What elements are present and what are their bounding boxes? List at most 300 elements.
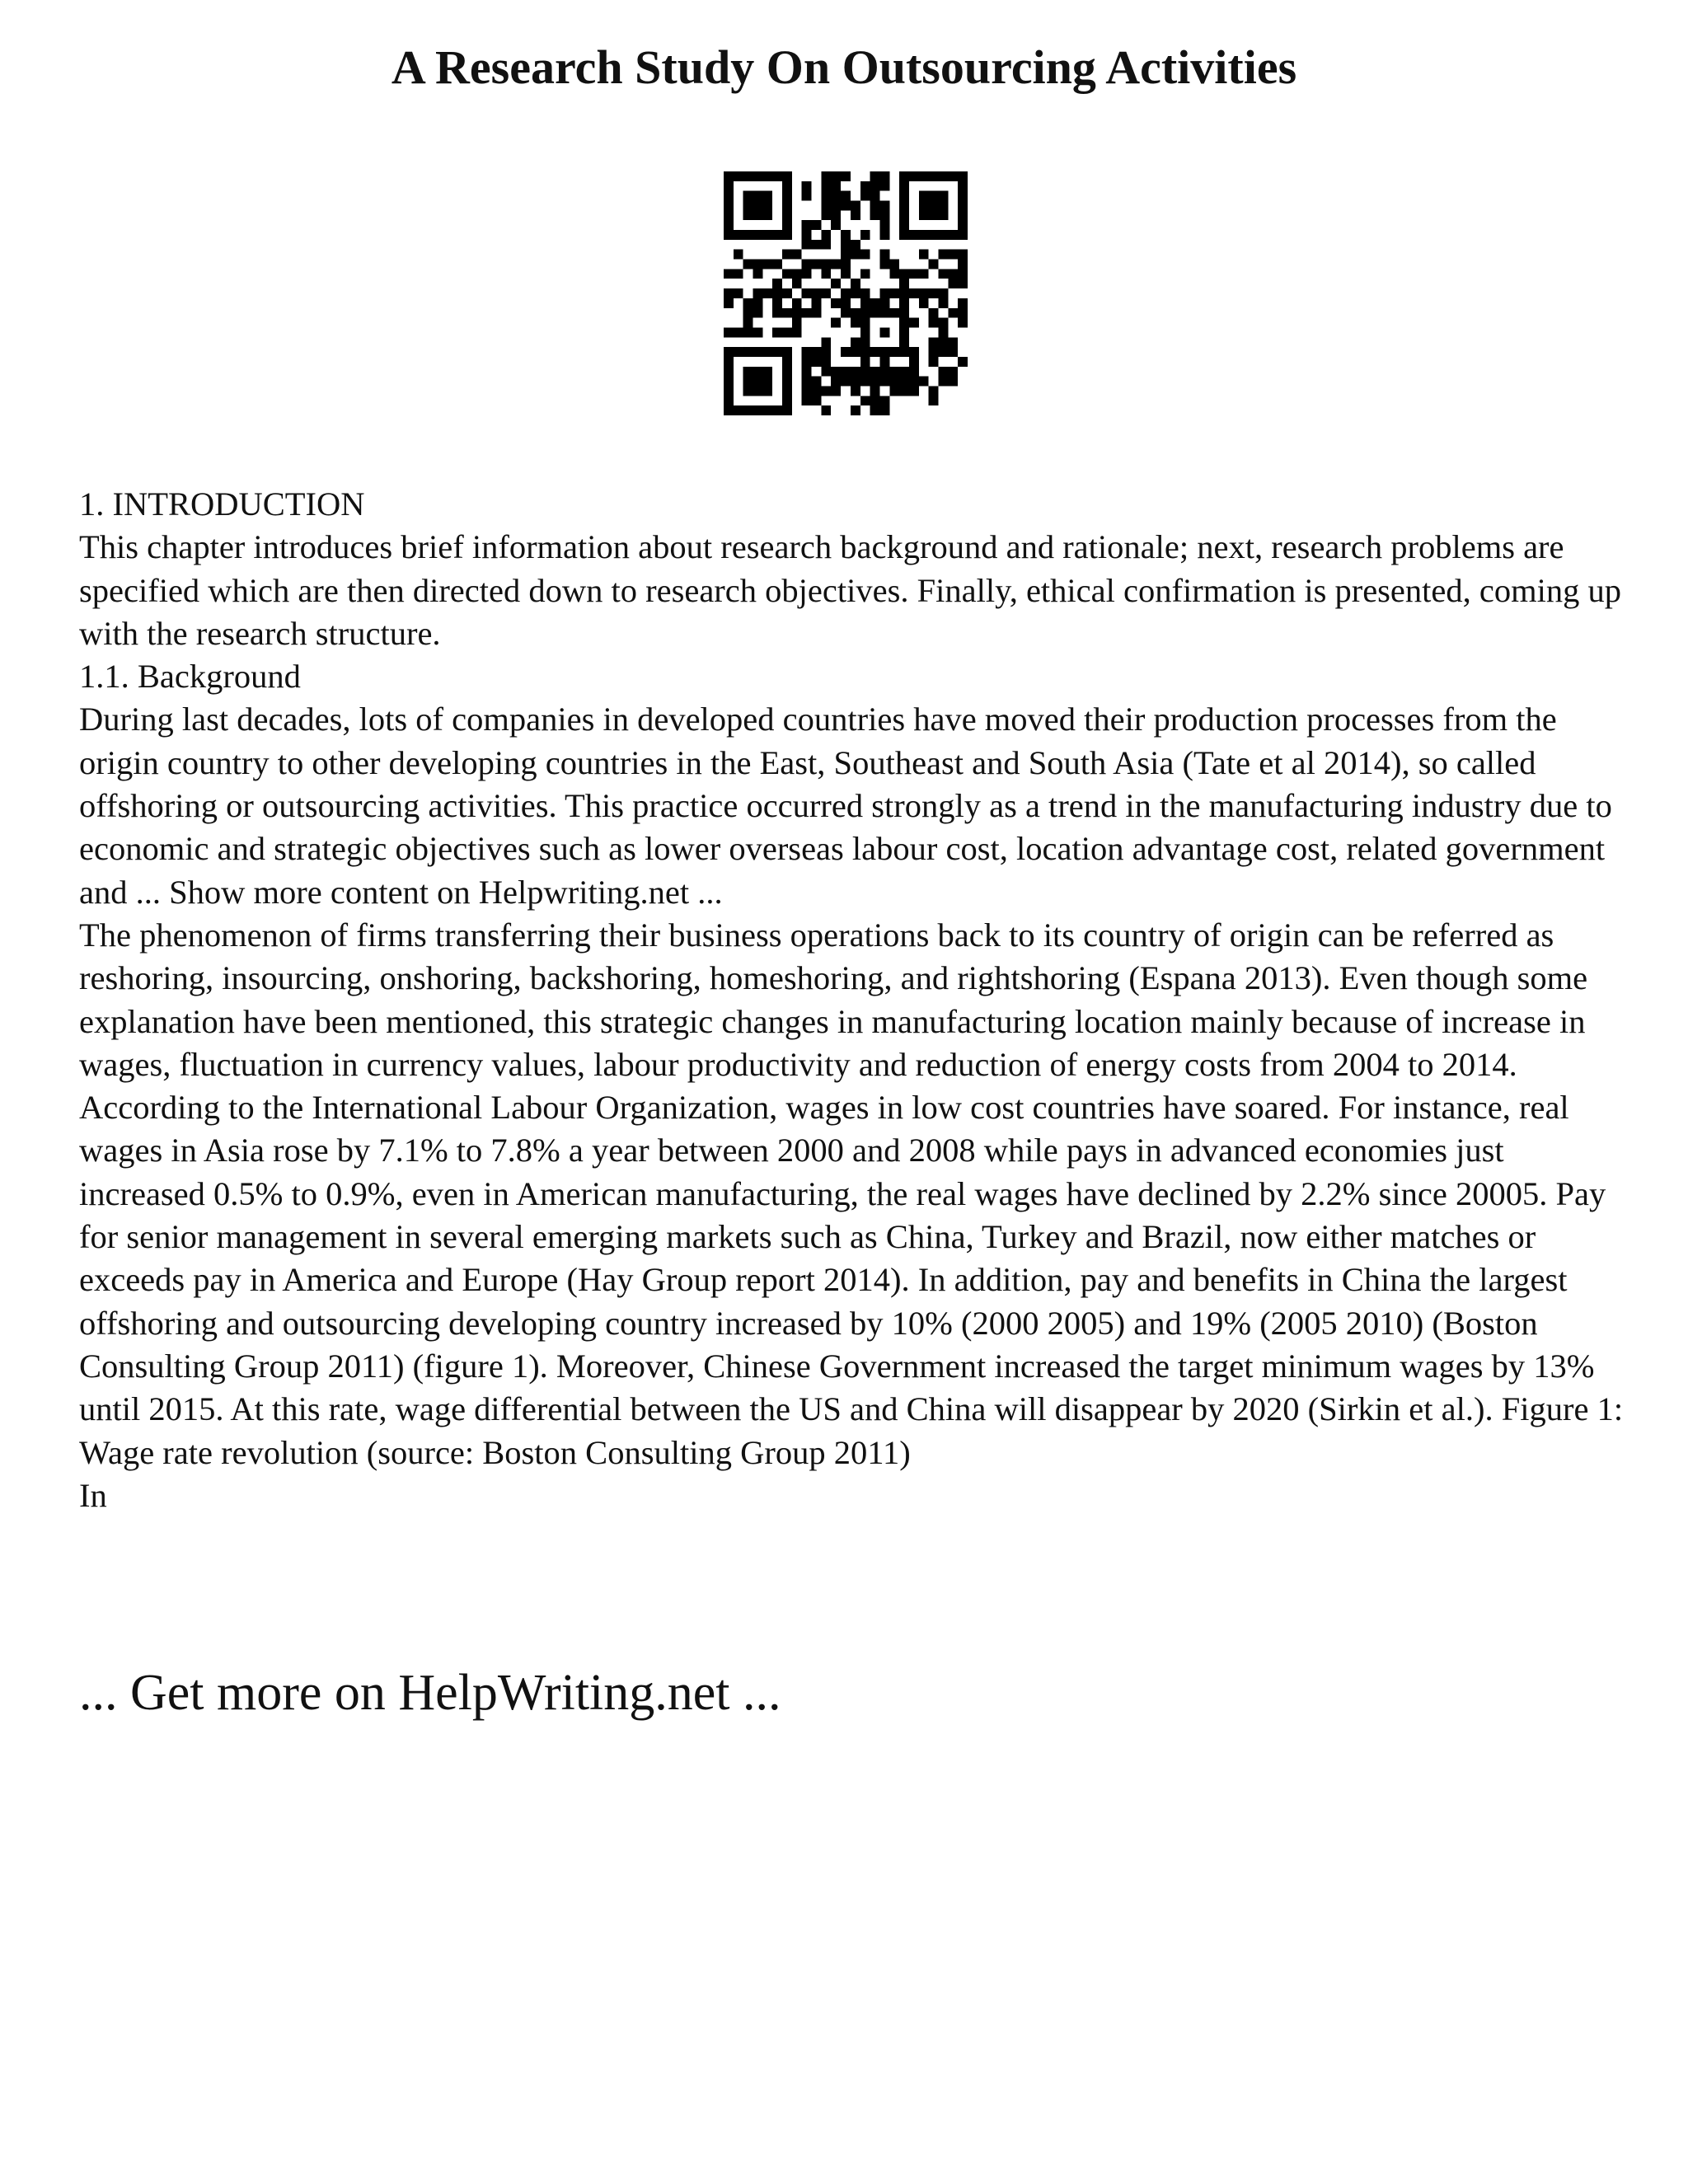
- reshoring-paragraph: The phenomenon of firms transferring their business operations back to its country of origin can be referred as reshoring, insourcing, onshoring, backshoring, homeshoring, and rightshoring (Espana 2013). Even though some explanation have been mentioned, this strategic changes in manufacturing location mainly because of increase in wages, fluctuation in currency values, labour productivity and reduction of energy costs from 2004 to 2014. According to the International Labour Organization, wages in low cost countries have soared. For instance, real wages in Asia rose by 7.1% to 7.8% a year between 2000 and 2008 while pays in advanced economies just increased 0.5% to 0.9%, even in American manufacturing, the real wages have declined by 2.2% since 20005. Pay for senior management in several emerging markets such as China, Turkey and Brazil, now either matches or exceeds pay in America and Europe (Hay Group report 2014). In addition, pay and benefits in China the largest offshoring and outsourcing developing country increased by 10% (2000 2005) and 19% (2005 2010) (Boston Consulting Group 2011) (figure 1). Moreover, Chinese Government increased the target minimum wages by 13% until 2015. At this rate, wage differential between the US and China will disappear by 2020 (Sirkin et al.). Figure 1: Wage rate revolution (source: Boston Consulting Group 2011): [79, 916, 1624, 1471]
- qr-module: [782, 308, 792, 318]
- qr-module: [841, 347, 851, 357]
- qr-module: [831, 260, 841, 269]
- qr-module: [860, 191, 870, 201]
- qr-module: [958, 181, 968, 191]
- qr-module: [772, 298, 782, 308]
- qr-module: [841, 367, 851, 377]
- qr-module: [821, 181, 831, 191]
- qr-module: [851, 377, 860, 387]
- qr-module: [899, 181, 909, 191]
- qr-module: [958, 191, 968, 201]
- qr-module: [870, 347, 880, 357]
- qr-module: [724, 405, 734, 415]
- qr-module: [753, 308, 763, 318]
- qr-module: [948, 250, 958, 260]
- qr-module: [792, 298, 802, 308]
- qr-code-icon[interactable]: [724, 171, 968, 415]
- qr-module: [802, 220, 812, 230]
- qr-module: [724, 298, 734, 308]
- qr-module: [958, 171, 968, 181]
- qr-module: [724, 386, 734, 396]
- qr-module: [821, 367, 831, 377]
- qr-module: [879, 250, 889, 260]
- qr-module: [802, 377, 812, 387]
- qr-module: [870, 201, 880, 211]
- qr-module: [762, 347, 772, 357]
- qr-module: [792, 279, 802, 288]
- qr-module: [831, 318, 841, 328]
- qr-module: [899, 386, 909, 396]
- qr-module: [782, 201, 792, 211]
- qr-module: [851, 308, 860, 318]
- qr-module: [802, 230, 812, 240]
- qr-module: [958, 201, 968, 211]
- qr-module: [841, 298, 851, 308]
- qr-module: [841, 230, 851, 240]
- qr-module: [753, 327, 763, 337]
- qr-module: [879, 171, 889, 181]
- qr-module: [938, 230, 948, 240]
- qr-module: [948, 279, 958, 288]
- qr-module: [841, 240, 851, 250]
- qr-module: [958, 279, 968, 288]
- qr-module: [762, 405, 772, 415]
- qr-module: [889, 269, 899, 279]
- qr-module: [753, 210, 763, 220]
- qr-module: [724, 288, 734, 298]
- qr-module: [929, 171, 939, 181]
- qr-module: [851, 386, 860, 396]
- qr-module: [948, 230, 958, 240]
- qr-module: [734, 250, 743, 260]
- qr-module: [821, 210, 831, 220]
- qr-module: [753, 191, 763, 201]
- qr-module: [802, 260, 812, 269]
- qr-module: [802, 288, 812, 298]
- qr-module: [743, 318, 753, 328]
- qr-module: [899, 377, 909, 387]
- qr-module: [821, 191, 831, 201]
- qr-module: [929, 260, 939, 269]
- qr-module: [860, 181, 870, 191]
- qr-module: [899, 230, 909, 240]
- qr-module: [929, 386, 939, 396]
- qr-module: [860, 327, 870, 337]
- section-heading-background: 1.1. Background: [79, 658, 301, 696]
- qr-module: [909, 171, 919, 181]
- qr-module: [851, 279, 860, 288]
- qr-module: [782, 377, 792, 387]
- qr-module: [753, 201, 763, 211]
- qr-module: [782, 396, 792, 405]
- qr-module: [782, 357, 792, 367]
- qr-module: [879, 220, 889, 230]
- qr-module: [753, 298, 763, 308]
- qr-module: [743, 386, 753, 396]
- qr-module: [782, 171, 792, 181]
- qr-module: [948, 308, 958, 318]
- qr-module: [958, 220, 968, 230]
- qr-module: [870, 396, 880, 405]
- qr-module: [734, 347, 743, 357]
- qr-module: [879, 260, 889, 269]
- qr-module: [772, 347, 782, 357]
- qr-module: [821, 357, 831, 367]
- qr-module: [958, 260, 968, 269]
- intro-paragraph: This chapter introduces brief information about research background and rationale; next, research problems are specified which are then directed down to research objectives. Finally, ethical confirmation is presented, coming up with the research structure.: [79, 528, 1621, 652]
- qr-module: [879, 396, 889, 405]
- qr-module: [938, 210, 948, 220]
- qr-module: [841, 191, 851, 201]
- qr-module: [802, 396, 812, 405]
- qr-module: [734, 171, 743, 181]
- qr-module: [938, 288, 948, 298]
- qr-module: [919, 201, 929, 211]
- qr-module: [860, 318, 870, 328]
- qr-module: [889, 377, 899, 387]
- qr-module: [831, 386, 841, 396]
- qr-module: [841, 269, 851, 279]
- qr-module: [743, 367, 753, 377]
- qr-module: [753, 377, 763, 387]
- qr-module: [802, 357, 812, 367]
- qr-module: [772, 308, 782, 318]
- qr-module: [812, 357, 822, 367]
- qr-module: [870, 405, 880, 415]
- qr-module: [772, 171, 782, 181]
- qr-module: [782, 386, 792, 396]
- qr-module: [821, 288, 831, 298]
- qr-module: [938, 367, 948, 377]
- qr-module: [753, 405, 763, 415]
- get-more-link[interactable]: ... Get more on HelpWriting.net ...: [79, 1665, 781, 1721]
- qr-module: [743, 405, 753, 415]
- qr-module: [958, 269, 968, 279]
- qr-module: [919, 171, 929, 181]
- qr-module: [821, 347, 831, 357]
- qr-module: [879, 181, 889, 191]
- qr-module: [753, 269, 763, 279]
- qr-module: [899, 269, 909, 279]
- qr-module: [753, 171, 763, 181]
- qr-module: [734, 327, 743, 337]
- qr-module: [860, 250, 870, 260]
- qr-module: [879, 405, 889, 415]
- qr-module: [772, 405, 782, 415]
- qr-module: [724, 230, 734, 240]
- qr-module: [860, 308, 870, 318]
- qr-module: [909, 386, 919, 396]
- qr-module: [753, 347, 763, 357]
- qr-module: [909, 288, 919, 298]
- qr-module: [899, 288, 909, 298]
- qr-module: [899, 367, 909, 377]
- qr-module: [860, 357, 870, 367]
- qr-module: [860, 377, 870, 387]
- qr-module: [841, 250, 851, 260]
- qr-module: [724, 367, 734, 377]
- qr-module: [812, 396, 822, 405]
- qr-module: [821, 337, 831, 347]
- qr-module: [831, 191, 841, 201]
- qr-module: [938, 191, 948, 201]
- qr-module: [743, 210, 753, 220]
- qr-module: [782, 327, 792, 337]
- qr-module: [772, 327, 782, 337]
- qr-module: [860, 396, 870, 405]
- qr-module: [762, 260, 772, 269]
- qr-module: [879, 357, 889, 367]
- qr-module: [724, 210, 734, 220]
- qr-module: [870, 386, 880, 396]
- qr-module: [802, 308, 812, 318]
- qr-module: [802, 367, 812, 377]
- qr-module: [909, 367, 919, 377]
- qr-module: [724, 269, 734, 279]
- qr-module: [899, 347, 909, 357]
- qr-module: [870, 191, 880, 201]
- qr-module: [851, 405, 860, 415]
- qr-module: [821, 405, 831, 415]
- qr-module: [772, 279, 782, 288]
- qr-module: [762, 230, 772, 240]
- qr-module: [958, 298, 968, 308]
- qr-module: [851, 201, 860, 211]
- qr-module: [734, 269, 743, 279]
- qr-module: [841, 171, 851, 181]
- qr-module: [841, 288, 851, 298]
- qr-module: [870, 298, 880, 308]
- background-paragraph: During last decades, lots of companies in developed countries have moved their production processes from the origin country to other developing countries in the East, Southeast and South Asia (Tate et al 2014), so called offshoring or outsourcing activities. This practice occurred strongly as a trend in the manufacturing industry due to economic and strategic objectives such as lower overseas labour cost, location advantage cost, related government and ... Show more content on Helpwriting.net ...: [79, 701, 1612, 911]
- qr-module: [821, 240, 831, 250]
- qr-module: [851, 250, 860, 260]
- qr-module: [919, 269, 929, 279]
- qr-module: [753, 260, 763, 269]
- qr-module: [870, 377, 880, 387]
- qr-module: [938, 337, 948, 347]
- qr-module: [948, 269, 958, 279]
- qr-module: [821, 260, 831, 269]
- qr-module: [812, 308, 822, 318]
- qr-module: [812, 377, 822, 387]
- qr-module: [909, 318, 919, 328]
- qr-module: [831, 377, 841, 387]
- qr-module: [753, 288, 763, 298]
- qr-module: [851, 318, 860, 328]
- qr-module: [879, 377, 889, 387]
- qr-module: [899, 337, 909, 347]
- qr-module: [792, 327, 802, 337]
- qr-module: [743, 201, 753, 211]
- qr-module: [899, 318, 909, 328]
- qr-module: [870, 367, 880, 377]
- qr-module: [724, 347, 734, 357]
- qr-module: [743, 171, 753, 181]
- qr-module: [938, 298, 948, 308]
- qr-module: [860, 269, 870, 279]
- qr-module: [831, 298, 841, 308]
- qr-module: [899, 327, 909, 337]
- qr-module: [821, 201, 831, 211]
- qr-module: [899, 201, 909, 211]
- qr-module: [743, 298, 753, 308]
- qr-module: [782, 230, 792, 240]
- qr-module: [734, 230, 743, 240]
- qr-module: [762, 201, 772, 211]
- qr-module: [851, 347, 860, 357]
- qr-module: [812, 386, 822, 396]
- qr-module: [948, 337, 958, 347]
- qr-module: [938, 269, 948, 279]
- qr-module: [909, 269, 919, 279]
- qr-module: [841, 308, 851, 318]
- qr-module: [948, 347, 958, 357]
- qr-module: [734, 405, 743, 415]
- qr-module: [948, 171, 958, 181]
- qr-module: [929, 201, 939, 211]
- qr-module: [821, 171, 831, 181]
- qr-module: [841, 260, 851, 269]
- qr-module: [899, 171, 909, 181]
- qr-module: [782, 288, 792, 298]
- qr-module: [743, 230, 753, 240]
- qr-module: [792, 308, 802, 318]
- qr-module: [948, 377, 958, 387]
- qr-module: [879, 230, 889, 240]
- qr-module: [724, 181, 734, 191]
- qr-module: [724, 396, 734, 405]
- qr-module: [724, 201, 734, 211]
- qr-module: [762, 288, 772, 298]
- qr-module: [851, 288, 860, 298]
- qr-module: [812, 240, 822, 250]
- qr-module: [909, 347, 919, 357]
- qr-module: [724, 220, 734, 230]
- qr-module: [929, 230, 939, 240]
- qr-module: [802, 347, 812, 357]
- page-title: A Research Study On Outsourcing Activities: [391, 40, 1297, 94]
- qr-module: [870, 181, 880, 191]
- qr-module: [929, 318, 939, 328]
- qr-module: [802, 240, 812, 250]
- qr-module: [724, 357, 734, 367]
- qr-module: [870, 210, 880, 220]
- qr-module: [743, 191, 753, 201]
- qr-module: [724, 327, 734, 337]
- qr-module: [821, 386, 831, 396]
- qr-module: [929, 288, 939, 298]
- qr-module: [831, 181, 841, 191]
- qr-module: [772, 260, 782, 269]
- qr-module: [782, 220, 792, 230]
- qr-module: [879, 210, 889, 220]
- qr-module: [929, 191, 939, 201]
- qr-module: [831, 210, 841, 220]
- qr-module: [919, 210, 929, 220]
- qr-module: [958, 210, 968, 220]
- qr-module: [958, 230, 968, 240]
- truncated-paragraph: In: [79, 1476, 107, 1514]
- qr-module: [831, 367, 841, 377]
- qr-module: [938, 201, 948, 211]
- qr-module: [958, 250, 968, 260]
- qr-module: [782, 250, 792, 260]
- qr-module: [958, 308, 968, 318]
- qr-module: [929, 396, 939, 405]
- qr-module: [782, 181, 792, 191]
- qr-module: [762, 367, 772, 377]
- qr-module: [851, 337, 860, 347]
- qr-module: [860, 298, 870, 308]
- qr-module: [831, 279, 841, 288]
- qr-module: [851, 240, 860, 250]
- qr-module: [841, 201, 851, 211]
- qr-module: [782, 269, 792, 279]
- qr-module: [782, 191, 792, 201]
- qr-module: [762, 191, 772, 201]
- qr-module: [919, 298, 929, 308]
- qr-module: [792, 269, 802, 279]
- qr-module: [841, 377, 851, 387]
- qr-module: [889, 386, 899, 396]
- qr-module: [889, 288, 899, 298]
- qr-module: [929, 210, 939, 220]
- qr-module: [724, 377, 734, 387]
- qr-module: [802, 191, 812, 201]
- qr-module: [938, 171, 948, 181]
- qr-module: [929, 357, 939, 367]
- qr-module: [860, 288, 870, 298]
- qr-module: [743, 347, 753, 357]
- qr-module: [782, 367, 792, 377]
- qr-module: [948, 367, 958, 377]
- qr-module: [812, 347, 822, 357]
- qr-module: [879, 201, 889, 211]
- qr-module: [879, 308, 889, 318]
- qr-module: [860, 347, 870, 357]
- qr-module: [899, 191, 909, 201]
- qr-module: [879, 367, 889, 377]
- qr-module: [958, 318, 968, 328]
- qr-module: [879, 347, 889, 357]
- qr-module: [879, 298, 889, 308]
- qr-module: [909, 357, 919, 367]
- qr-module: [831, 201, 841, 211]
- qr-module: [821, 230, 831, 240]
- qr-module: [782, 210, 792, 220]
- qr-module: [899, 210, 909, 220]
- qr-module: [929, 347, 939, 357]
- qr-module: [753, 367, 763, 377]
- qr-module: [724, 171, 734, 181]
- qr-module: [753, 386, 763, 396]
- qr-module: [821, 269, 831, 279]
- qr-module: [919, 377, 929, 387]
- qr-module: [792, 250, 802, 260]
- qr-module: [802, 181, 812, 191]
- qr-module: [909, 377, 919, 387]
- qr-module: [724, 191, 734, 201]
- qr-module: [860, 367, 870, 377]
- qr-module: [812, 260, 822, 269]
- qr-module: [762, 210, 772, 220]
- qr-module: [753, 230, 763, 240]
- qr-module: [802, 269, 812, 279]
- qr-module: [889, 367, 899, 377]
- qr-module: [889, 308, 899, 318]
- qr-module: [860, 230, 870, 240]
- qr-module: [899, 308, 909, 318]
